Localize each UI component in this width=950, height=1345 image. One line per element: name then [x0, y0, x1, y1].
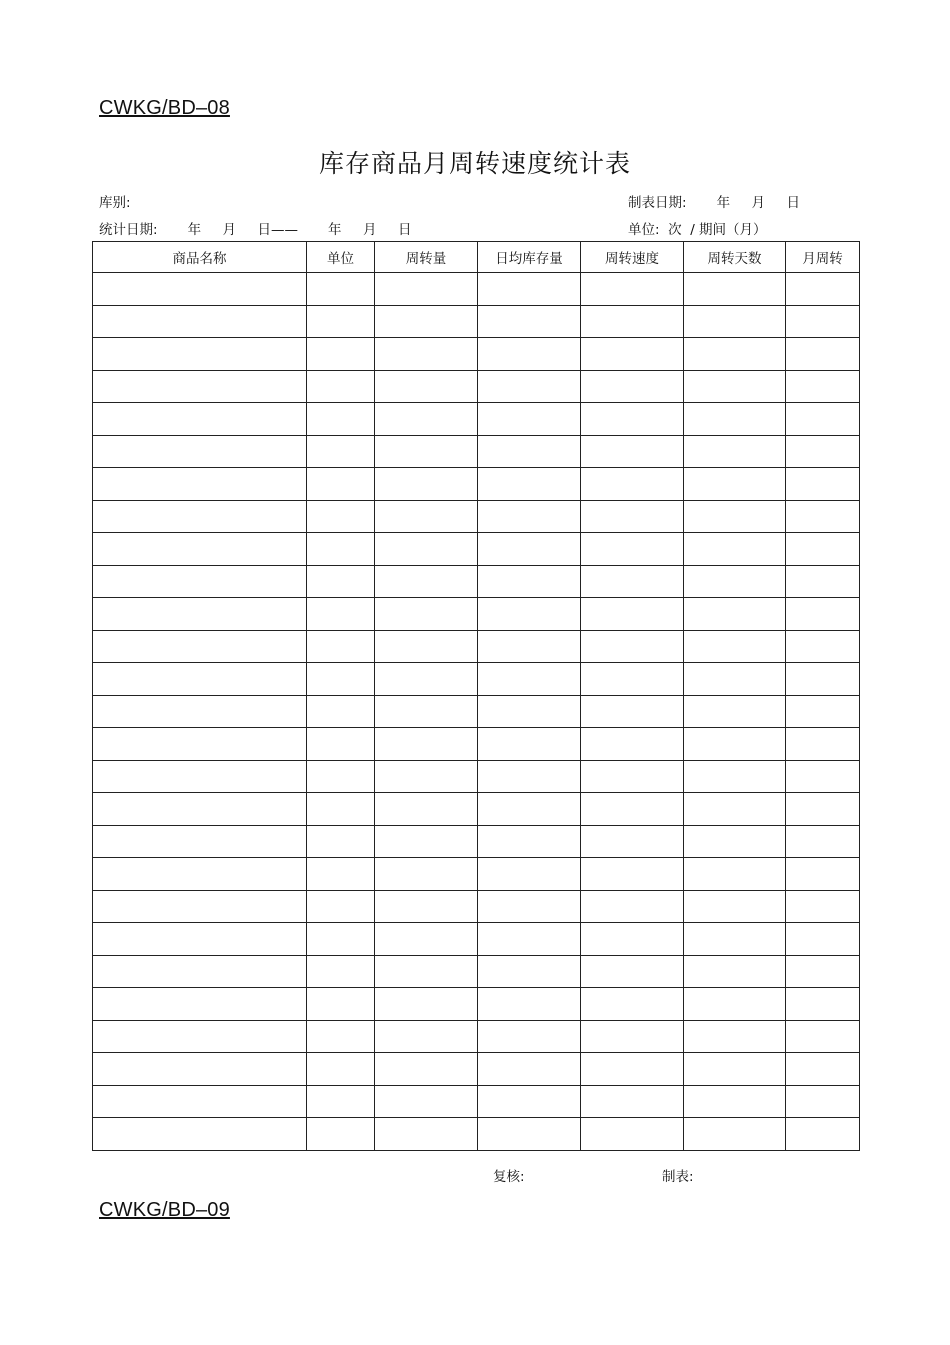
table-cell[interactable]: [375, 435, 478, 468]
table-row: [93, 533, 860, 566]
table-cell[interactable]: [684, 598, 786, 631]
table-cell[interactable]: [478, 598, 581, 631]
table-cell[interactable]: [307, 338, 375, 371]
table-cell[interactable]: [684, 370, 786, 403]
table-cell[interactable]: [786, 728, 860, 761]
table-cell[interactable]: [786, 468, 860, 501]
table-cell[interactable]: [478, 923, 581, 956]
header-turnover-speed: 周转速度: [581, 242, 684, 273]
table-cell[interactable]: [581, 435, 684, 468]
table-cell[interactable]: [375, 273, 478, 306]
table-cell[interactable]: [478, 533, 581, 566]
table-cell[interactable]: [93, 468, 307, 501]
table-cell[interactable]: [684, 565, 786, 598]
table-cell[interactable]: [307, 403, 375, 436]
table-cell[interactable]: [684, 305, 786, 338]
table-cell[interactable]: [581, 500, 684, 533]
table-cell[interactable]: [93, 1053, 307, 1086]
table-cell[interactable]: [375, 955, 478, 988]
table-cell[interactable]: [307, 370, 375, 403]
table-cell[interactable]: [684, 760, 786, 793]
table-cell[interactable]: [307, 988, 375, 1021]
table-cell[interactable]: [581, 305, 684, 338]
table-cell[interactable]: [478, 500, 581, 533]
table-cell[interactable]: [478, 825, 581, 858]
table-cell[interactable]: [786, 403, 860, 436]
table-cell[interactable]: [478, 338, 581, 371]
table-cell[interactable]: [307, 273, 375, 306]
table-row: [93, 760, 860, 793]
table-cell[interactable]: [786, 923, 860, 956]
table-cell[interactable]: [307, 1020, 375, 1053]
warehouse-label: 库别:: [99, 195, 131, 211]
table-cell[interactable]: [307, 598, 375, 631]
table-cell[interactable]: [684, 630, 786, 663]
table-cell[interactable]: [581, 1053, 684, 1086]
table-cell[interactable]: [684, 1053, 786, 1086]
table-cell[interactable]: [307, 1118, 375, 1151]
table-cell[interactable]: [307, 760, 375, 793]
table-cell[interactable]: [581, 793, 684, 826]
table-row: [93, 988, 860, 1021]
table-cell[interactable]: [375, 890, 478, 923]
table-cell[interactable]: [307, 695, 375, 728]
table-header-row: [93, 242, 860, 273]
table-cell[interactable]: [684, 403, 786, 436]
table-cell[interactable]: [684, 793, 786, 826]
table-cell[interactable]: [581, 565, 684, 598]
table-cell[interactable]: [581, 988, 684, 1021]
table-row: [93, 273, 860, 306]
table-cell[interactable]: [786, 663, 860, 696]
table-cell[interactable]: [307, 630, 375, 663]
table-cell[interactable]: [786, 435, 860, 468]
table-cell[interactable]: [684, 923, 786, 956]
table-cell[interactable]: [307, 890, 375, 923]
table-cell[interactable]: [93, 793, 307, 826]
table-cell[interactable]: [581, 890, 684, 923]
table-cell[interactable]: [684, 468, 786, 501]
table-cell[interactable]: [307, 468, 375, 501]
table-cell[interactable]: [581, 533, 684, 566]
table-cell[interactable]: [93, 858, 307, 891]
table-cell[interactable]: [478, 565, 581, 598]
table-cell[interactable]: [375, 695, 478, 728]
table-cell[interactable]: [307, 435, 375, 468]
table-cell[interactable]: [93, 1085, 307, 1118]
table-cell[interactable]: [581, 695, 684, 728]
table-cell[interactable]: [375, 1020, 478, 1053]
table-cell[interactable]: [684, 338, 786, 371]
table-cell[interactable]: [478, 890, 581, 923]
table-cell[interactable]: [307, 728, 375, 761]
table-cell[interactable]: [786, 988, 860, 1021]
table-cell[interactable]: [93, 955, 307, 988]
review-label: 复核:: [493, 1169, 525, 1185]
table-cell[interactable]: [786, 1118, 860, 1151]
table-cell[interactable]: [375, 338, 478, 371]
table-cell[interactable]: [478, 1085, 581, 1118]
table-cell[interactable]: [786, 273, 860, 306]
table-cell[interactable]: [581, 760, 684, 793]
table-cell[interactable]: [786, 695, 860, 728]
table-cell[interactable]: [581, 338, 684, 371]
table-cell[interactable]: [478, 760, 581, 793]
table-row: [93, 630, 860, 663]
table-row: [93, 858, 860, 891]
table-cell[interactable]: [684, 858, 786, 891]
table-cell[interactable]: [307, 565, 375, 598]
table-cell[interactable]: [684, 273, 786, 306]
table-cell[interactable]: [307, 955, 375, 988]
table-cell[interactable]: [375, 1053, 478, 1086]
table-cell[interactable]: [684, 663, 786, 696]
table-cell[interactable]: [375, 923, 478, 956]
table-cell[interactable]: [786, 1085, 860, 1118]
table-row: [93, 1085, 860, 1118]
table-cell[interactable]: [786, 598, 860, 631]
table-cell[interactable]: [581, 598, 684, 631]
table-cell[interactable]: [478, 663, 581, 696]
table-cell[interactable]: [581, 728, 684, 761]
table-cell[interactable]: [786, 793, 860, 826]
table-cell[interactable]: [786, 1053, 860, 1086]
table-cell[interactable]: [307, 923, 375, 956]
stat-date-label: 统计日期: 年 月 日—— 年 月 日: [99, 222, 412, 238]
table-row: [93, 305, 860, 338]
table-cell[interactable]: [307, 533, 375, 566]
table-cell[interactable]: [581, 468, 684, 501]
table-cell[interactable]: [684, 695, 786, 728]
table-cell[interactable]: [375, 598, 478, 631]
table-cell[interactable]: [375, 728, 478, 761]
table-cell[interactable]: [375, 988, 478, 1021]
table-row: [93, 1053, 860, 1086]
document-code-bottom: CWKG/BD–09: [99, 1199, 230, 1221]
table-row: [93, 565, 860, 598]
table-cell[interactable]: [581, 858, 684, 891]
table-cell[interactable]: [375, 403, 478, 436]
table-cell[interactable]: [478, 1118, 581, 1151]
header-monthly-turnover: 月周转: [786, 242, 860, 273]
table-row: [93, 1118, 860, 1151]
table-cell[interactable]: [581, 403, 684, 436]
table-cell[interactable]: [375, 630, 478, 663]
table-cell[interactable]: [307, 1053, 375, 1086]
table-cell[interactable]: [478, 728, 581, 761]
document-code-top: CWKG/BD–08: [99, 97, 230, 119]
table-cell[interactable]: [786, 955, 860, 988]
table-cell[interactable]: [684, 1118, 786, 1151]
table-cell[interactable]: [375, 1085, 478, 1118]
table-cell[interactable]: [307, 663, 375, 696]
table-row: [93, 598, 860, 631]
table-cell[interactable]: [786, 630, 860, 663]
table-cell[interactable]: [375, 858, 478, 891]
table-row: [93, 955, 860, 988]
table-cell[interactable]: [684, 728, 786, 761]
table-row: [93, 403, 860, 436]
table-cell[interactable]: [93, 403, 307, 436]
table-cell[interactable]: [375, 533, 478, 566]
table-row: [93, 468, 860, 501]
table-cell[interactable]: [93, 533, 307, 566]
turnover-table: [92, 241, 860, 1151]
table-cell[interactable]: [478, 630, 581, 663]
table-cell[interactable]: [581, 1085, 684, 1118]
table-cell[interactable]: [786, 338, 860, 371]
table-cell[interactable]: [786, 825, 860, 858]
table-cell[interactable]: [684, 500, 786, 533]
table-cell[interactable]: [684, 955, 786, 988]
maker-label: 制表:: [662, 1169, 694, 1185]
table-row: [93, 1020, 860, 1053]
table-row: [93, 890, 860, 923]
table-row: [93, 695, 860, 728]
table-cell[interactable]: [307, 858, 375, 891]
table-cell[interactable]: [93, 825, 307, 858]
table-cell[interactable]: [93, 565, 307, 598]
table-cell[interactable]: [786, 533, 860, 566]
header-unit: 单位: [307, 242, 375, 273]
header-turnover-qty: 周转量: [375, 242, 478, 273]
table-cell[interactable]: [93, 923, 307, 956]
table-cell[interactable]: [307, 500, 375, 533]
table-row: [93, 435, 860, 468]
made-date-label: 制表日期: 年 月 日: [628, 195, 800, 211]
table-cell[interactable]: [581, 1118, 684, 1151]
header-avg-daily-stock: 日均库存量: [478, 242, 581, 273]
table-cell[interactable]: [581, 370, 684, 403]
table-cell[interactable]: [478, 403, 581, 436]
table-cell[interactable]: [93, 338, 307, 371]
table-cell[interactable]: [478, 793, 581, 826]
table-cell[interactable]: [581, 955, 684, 988]
table-cell[interactable]: [581, 1020, 684, 1053]
header-product-name: 商品名称: [93, 242, 307, 273]
unit-label: 单位: 次 / 期间（月）: [628, 222, 767, 238]
table-cell[interactable]: [786, 565, 860, 598]
table-cell[interactable]: [375, 825, 478, 858]
table-cell[interactable]: [684, 1020, 786, 1053]
table-cell[interactable]: [581, 630, 684, 663]
table-cell[interactable]: [684, 435, 786, 468]
table-row: [93, 825, 860, 858]
table-cell[interactable]: [786, 500, 860, 533]
table-cell[interactable]: [93, 695, 307, 728]
table-cell[interactable]: [581, 663, 684, 696]
table-cell[interactable]: [478, 1020, 581, 1053]
table-cell[interactable]: [93, 1020, 307, 1053]
table-cell[interactable]: [93, 598, 307, 631]
table-cell[interactable]: [478, 1053, 581, 1086]
table-cell[interactable]: [93, 435, 307, 468]
table-cell[interactable]: [307, 1085, 375, 1118]
table-row: [93, 338, 860, 371]
table-cell[interactable]: [786, 858, 860, 891]
table-cell[interactable]: [478, 695, 581, 728]
table-cell[interactable]: [93, 663, 307, 696]
table-cell[interactable]: [786, 760, 860, 793]
table-cell[interactable]: [93, 988, 307, 1021]
table-body: [93, 273, 860, 1151]
table-cell[interactable]: [93, 890, 307, 923]
table-cell[interactable]: [93, 500, 307, 533]
table-cell[interactable]: [375, 370, 478, 403]
table-cell[interactable]: [375, 760, 478, 793]
table-cell[interactable]: [375, 1118, 478, 1151]
table-cell[interactable]: [786, 370, 860, 403]
table-row: [93, 728, 860, 761]
table-row: [93, 793, 860, 826]
page-title: 库存商品月周转速度统计表: [318, 149, 631, 178]
table-cell[interactable]: [684, 988, 786, 1021]
table-cell[interactable]: [307, 825, 375, 858]
table-cell[interactable]: [375, 500, 478, 533]
table-cell[interactable]: [478, 370, 581, 403]
table-cell[interactable]: [581, 273, 684, 306]
table-cell[interactable]: [581, 825, 684, 858]
table-row: [93, 923, 860, 956]
table-cell[interactable]: [93, 760, 307, 793]
table-cell[interactable]: [478, 468, 581, 501]
table-cell[interactable]: [93, 1118, 307, 1151]
table-cell[interactable]: [375, 565, 478, 598]
table-cell[interactable]: [93, 305, 307, 338]
table-cell[interactable]: [684, 890, 786, 923]
table-cell[interactable]: [786, 305, 860, 338]
table-cell[interactable]: [307, 793, 375, 826]
table-cell[interactable]: [478, 858, 581, 891]
table-cell[interactable]: [581, 923, 684, 956]
table-cell[interactable]: [478, 435, 581, 468]
table-cell[interactable]: [684, 533, 786, 566]
table-cell[interactable]: [786, 890, 860, 923]
header-turnover-days: 周转天数: [684, 242, 786, 273]
table-cell[interactable]: [375, 468, 478, 501]
table-cell[interactable]: [684, 1085, 786, 1118]
table-cell[interactable]: [93, 630, 307, 663]
table-cell[interactable]: [375, 663, 478, 696]
table-cell[interactable]: [786, 1020, 860, 1053]
table-cell[interactable]: [307, 305, 375, 338]
table-cell[interactable]: [375, 305, 478, 338]
table-cell[interactable]: [684, 825, 786, 858]
table-cell[interactable]: [93, 370, 307, 403]
table-cell[interactable]: [375, 793, 478, 826]
table-row: [93, 500, 860, 533]
table-cell[interactable]: [93, 728, 307, 761]
table-row: [93, 663, 860, 696]
table-cell[interactable]: [93, 273, 307, 306]
table-cell[interactable]: [478, 305, 581, 338]
table-cell[interactable]: [478, 955, 581, 988]
table-row: [93, 370, 860, 403]
table-cell[interactable]: [478, 988, 581, 1021]
table-cell[interactable]: [478, 273, 581, 306]
